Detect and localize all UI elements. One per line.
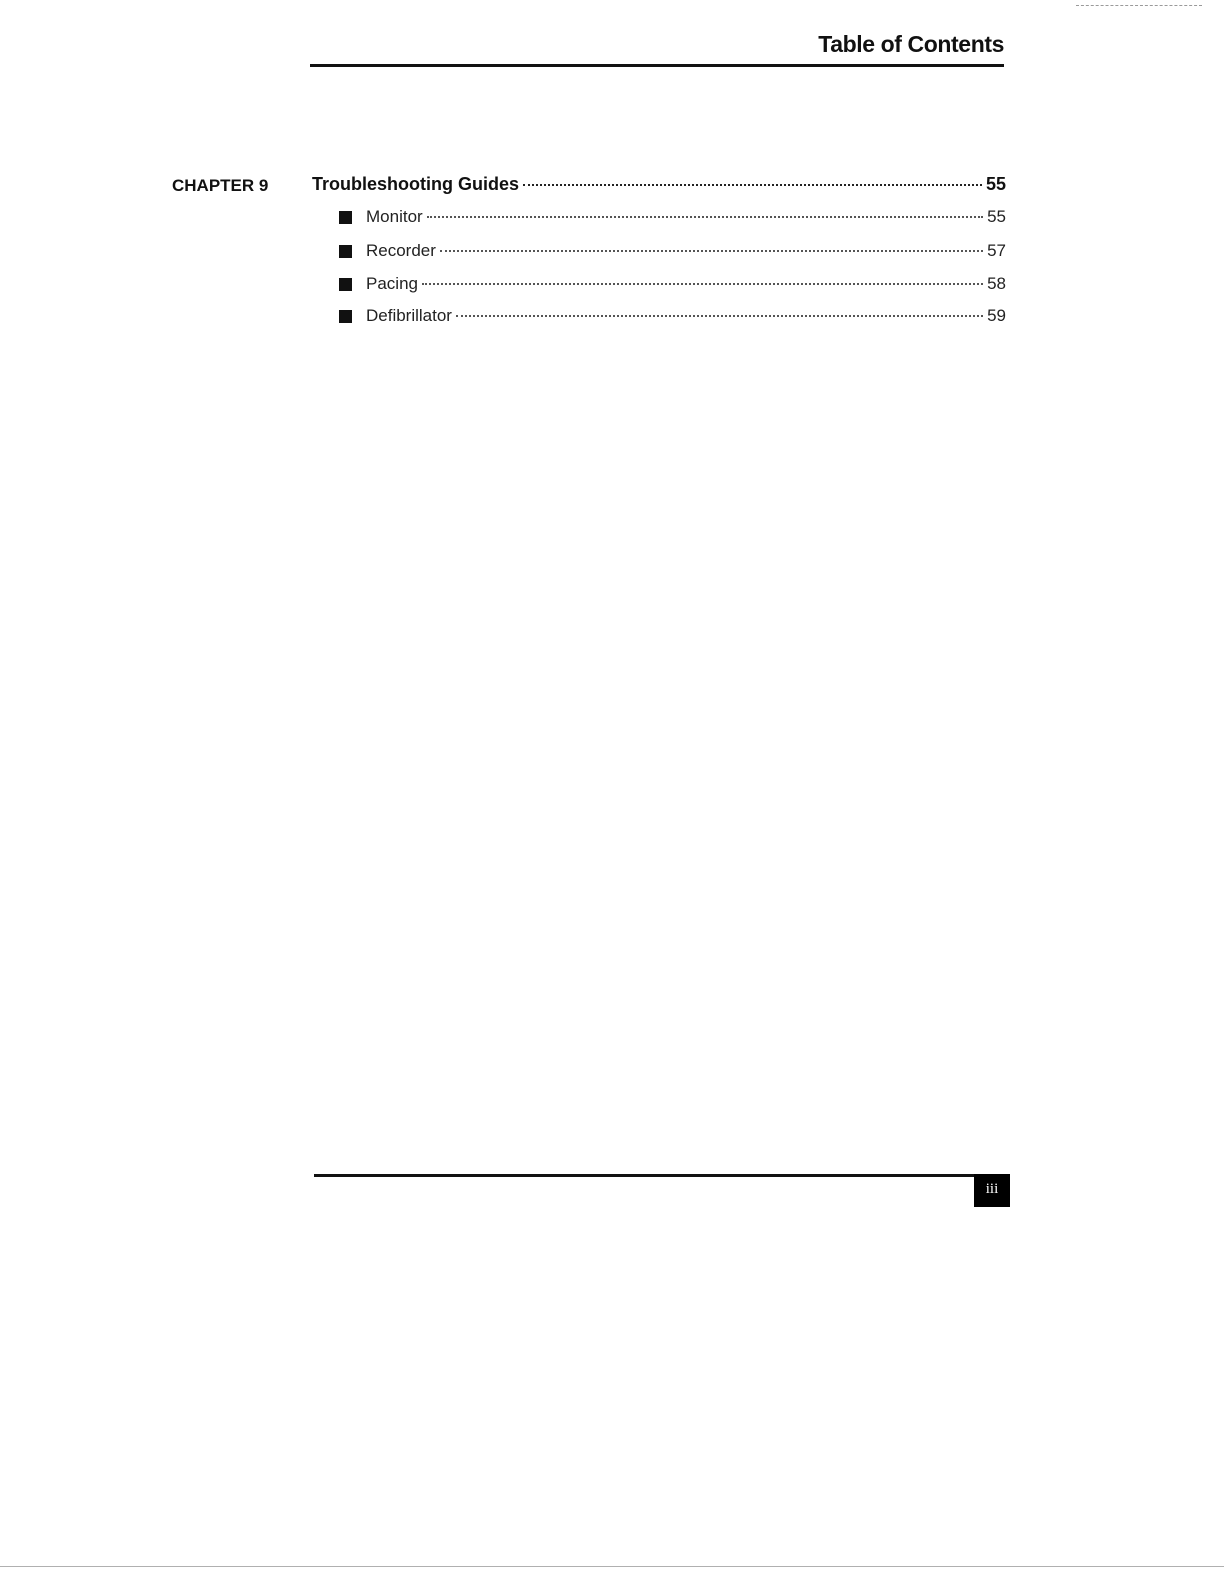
running-header-title: Table of Contents <box>818 31 1004 57</box>
square-bullet-icon <box>339 278 352 291</box>
toc-entry-title: Troubleshooting Guides <box>312 174 519 194</box>
scan-artifact-line <box>1076 5 1202 6</box>
chapter-label: CHAPTER 9 <box>172 176 269 195</box>
toc-entry-page: 57 <box>987 241 1006 260</box>
dot-leader <box>440 250 983 252</box>
toc-entry-title: Recorder <box>366 241 436 260</box>
dot-leader <box>422 283 983 285</box>
toc-entry-page: 58 <box>987 274 1006 293</box>
dot-leader <box>456 315 983 317</box>
toc-entry-defibrillator[interactable] <box>312 306 1006 326</box>
toc-entry-page: 55 <box>985 174 1006 194</box>
square-bullet-icon <box>339 245 352 258</box>
dot-leader <box>427 216 983 218</box>
scan-artifact-line <box>0 1566 1224 1567</box>
toc-entry-title: Defibrillator <box>366 306 452 325</box>
square-bullet-icon <box>339 310 352 323</box>
toc-entry-recorder[interactable] <box>312 241 1006 261</box>
toc-entry-title: Pacing <box>366 274 418 293</box>
toc-entry-monitor[interactable] <box>312 207 1006 227</box>
header-rule <box>310 64 1004 67</box>
toc-entry-title: Monitor <box>366 207 423 226</box>
footer-rule <box>314 1174 1009 1177</box>
square-bullet-icon <box>339 211 352 224</box>
toc-entry-page: 55 <box>987 207 1006 226</box>
toc-entry-chapter[interactable] <box>312 174 1006 195</box>
page-number-badge: iii <box>974 1174 1010 1207</box>
dot-leader <box>523 184 982 186</box>
toc-entry-page: 59 <box>987 306 1006 325</box>
toc-entry-pacing[interactable] <box>312 274 1006 294</box>
